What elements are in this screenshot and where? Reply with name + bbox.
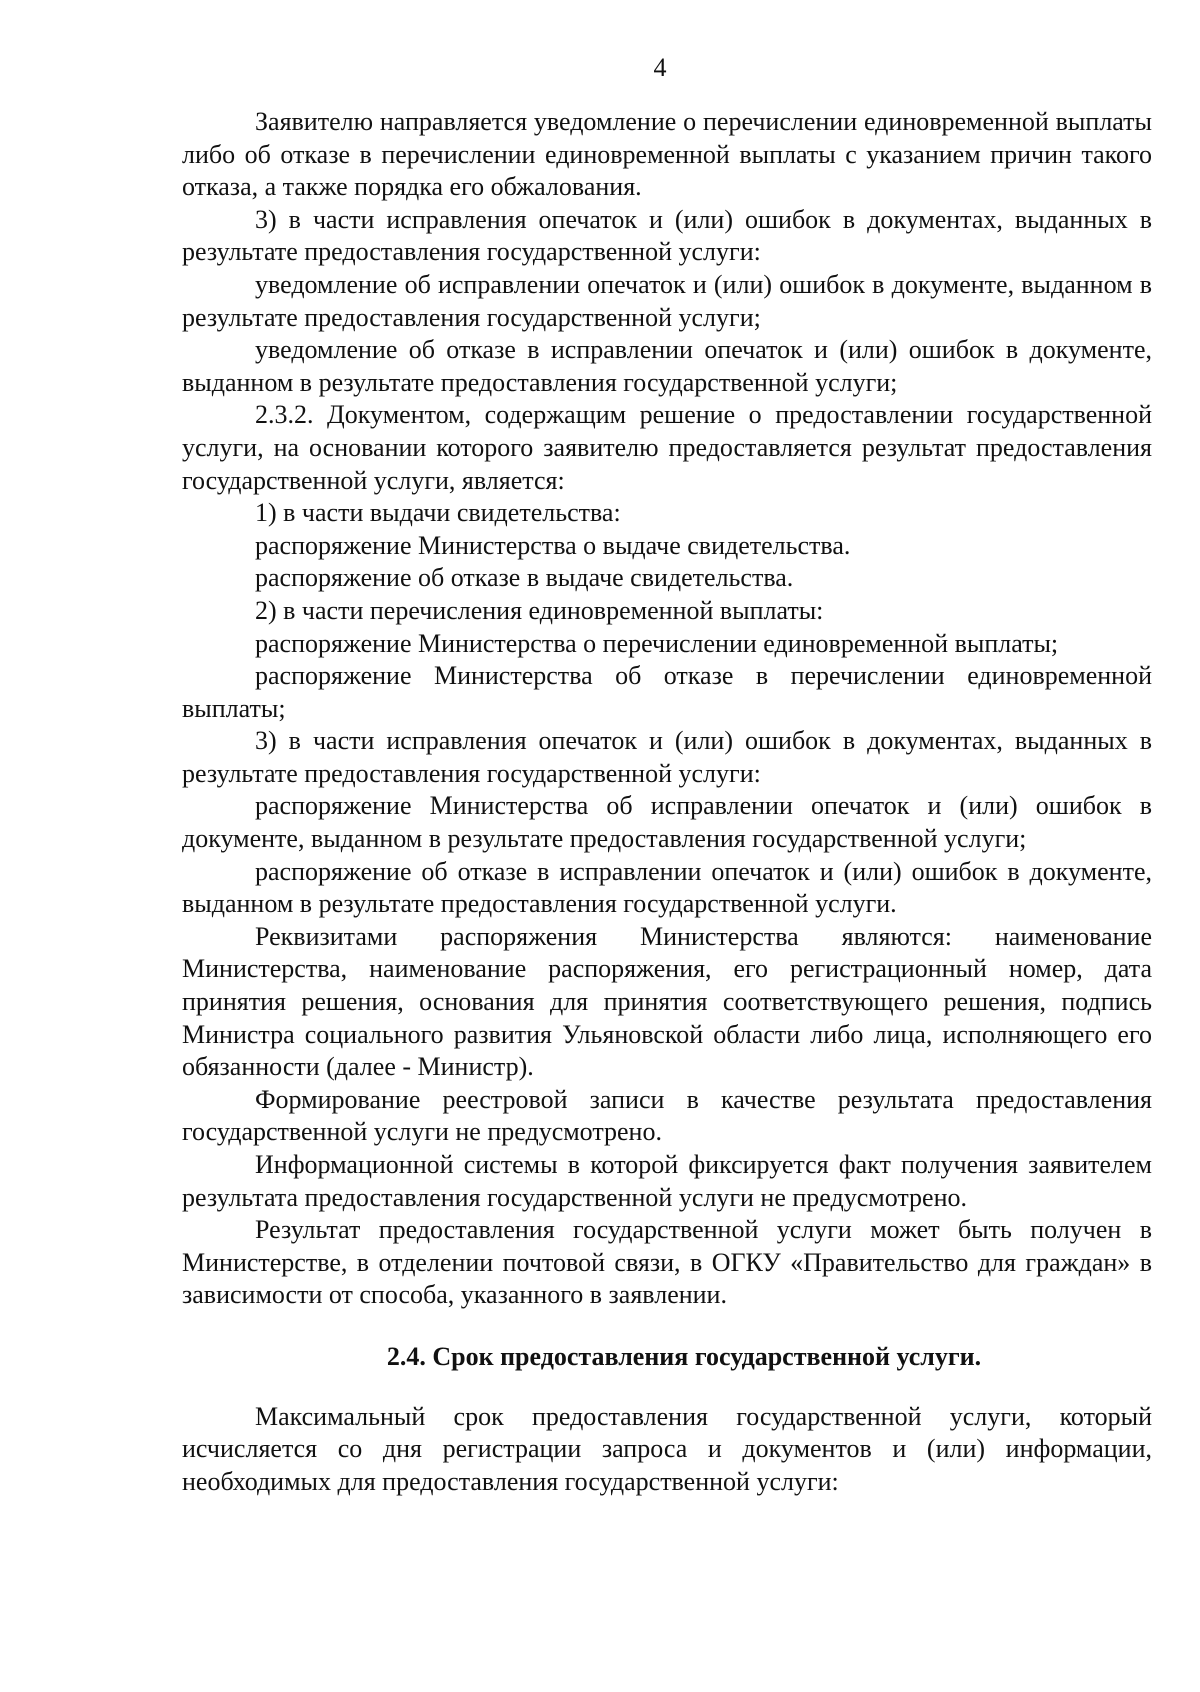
section-heading: 2.4. Срок предоставления государственной услуги.: [386, 1341, 982, 1371]
document-body: [182, 106, 1152, 1498]
paragraph: 2.3.2. Документом, содержащим решение о предоставлении государственной услуги, на основании которого заявителю предоставляется результат предоставления государственной услуги, является:: [182, 400, 1152, 495]
paragraph: распоряжение об отказе в выдаче свидетельства.: [255, 563, 794, 593]
paragraph: распоряжение Министерства об исправлении опечаток и (или) ошибок в документе, выданном в результате предоставления государственной услуги;: [182, 791, 1152, 854]
paragraph: распоряжение Министерства о перечислении единовременной выплаты;: [255, 628, 1059, 658]
paragraph: Реквизитами распоряжения Министерства являются: наименование Министерства, наименование распоряжения, его регистрационный номер, дата принятия решения, основания для принятия соответствующего решения, подпись Министра социального развития Ульяновской области либо лица, исполняющего его обязанности (далее - Министр).: [182, 921, 1152, 1082]
paragraph: 3) в части исправления опечаток и (или) ошибок в документах, выданных в результате предоставления государственной услуги:: [182, 204, 1152, 267]
paragraph: уведомление об исправлении опечаток и (или) ошибок в документе, выданном в результате предоставления государственной услуги;: [182, 269, 1152, 332]
paragraph: 1) в части выдачи свидетельства:: [255, 498, 621, 528]
paragraph: Заявителю направляется уведомление о перечислении единовременной выплаты либо об отказе в перечислении единовременной выплаты с указанием причин такого отказа, а также порядка его обжалования.: [182, 107, 1152, 202]
paragraph: 3) в части исправления опечаток и (или) ошибок в документах, выданных в результате предоставления государственной услуги:: [182, 726, 1152, 788]
paragraph: Формирование реестровой записи в качестве результата предоставления государственной услуги не предусмотрено.: [182, 1084, 1152, 1147]
paragraph: Результат предоставления государственной услуги может быть получен в Министерстве, в отделении почтовой связи, в ОГКУ «Правительство для граждан» в зависимости от способа, указанного в заявлении.: [182, 1215, 1152, 1310]
paragraph: 2) в части перечисления единовременной выплаты:: [255, 595, 824, 625]
paragraph: Максимальный срок предоставления государственной услуги, который исчисляется со дня регистрации запроса и документов и (или) информации, необходимых для предоставления государственной услуги:: [182, 1401, 1152, 1496]
paragraph: распоряжение Министерства об отказе в перечислении единовременной выплаты;: [182, 661, 1152, 723]
paragraph: распоряжение Министерства о выдаче свидетельства.: [255, 530, 851, 560]
page-number: 4: [653, 53, 667, 82]
paragraph: уведомление об отказе в исправлении опечаток и (или) ошибок в документе, выданном в результате предоставления государственной услуги;: [182, 335, 1152, 397]
paragraph: распоряжение об отказе в исправлении опечаток и (или) ошибок в документе, выданном в результате предоставления государственной услуги.: [182, 856, 1152, 919]
paragraph: Информационной системы в которой фиксируется факт получения заявителем результата предоставления государственной услуги не предусмотрено.: [182, 1150, 1152, 1212]
